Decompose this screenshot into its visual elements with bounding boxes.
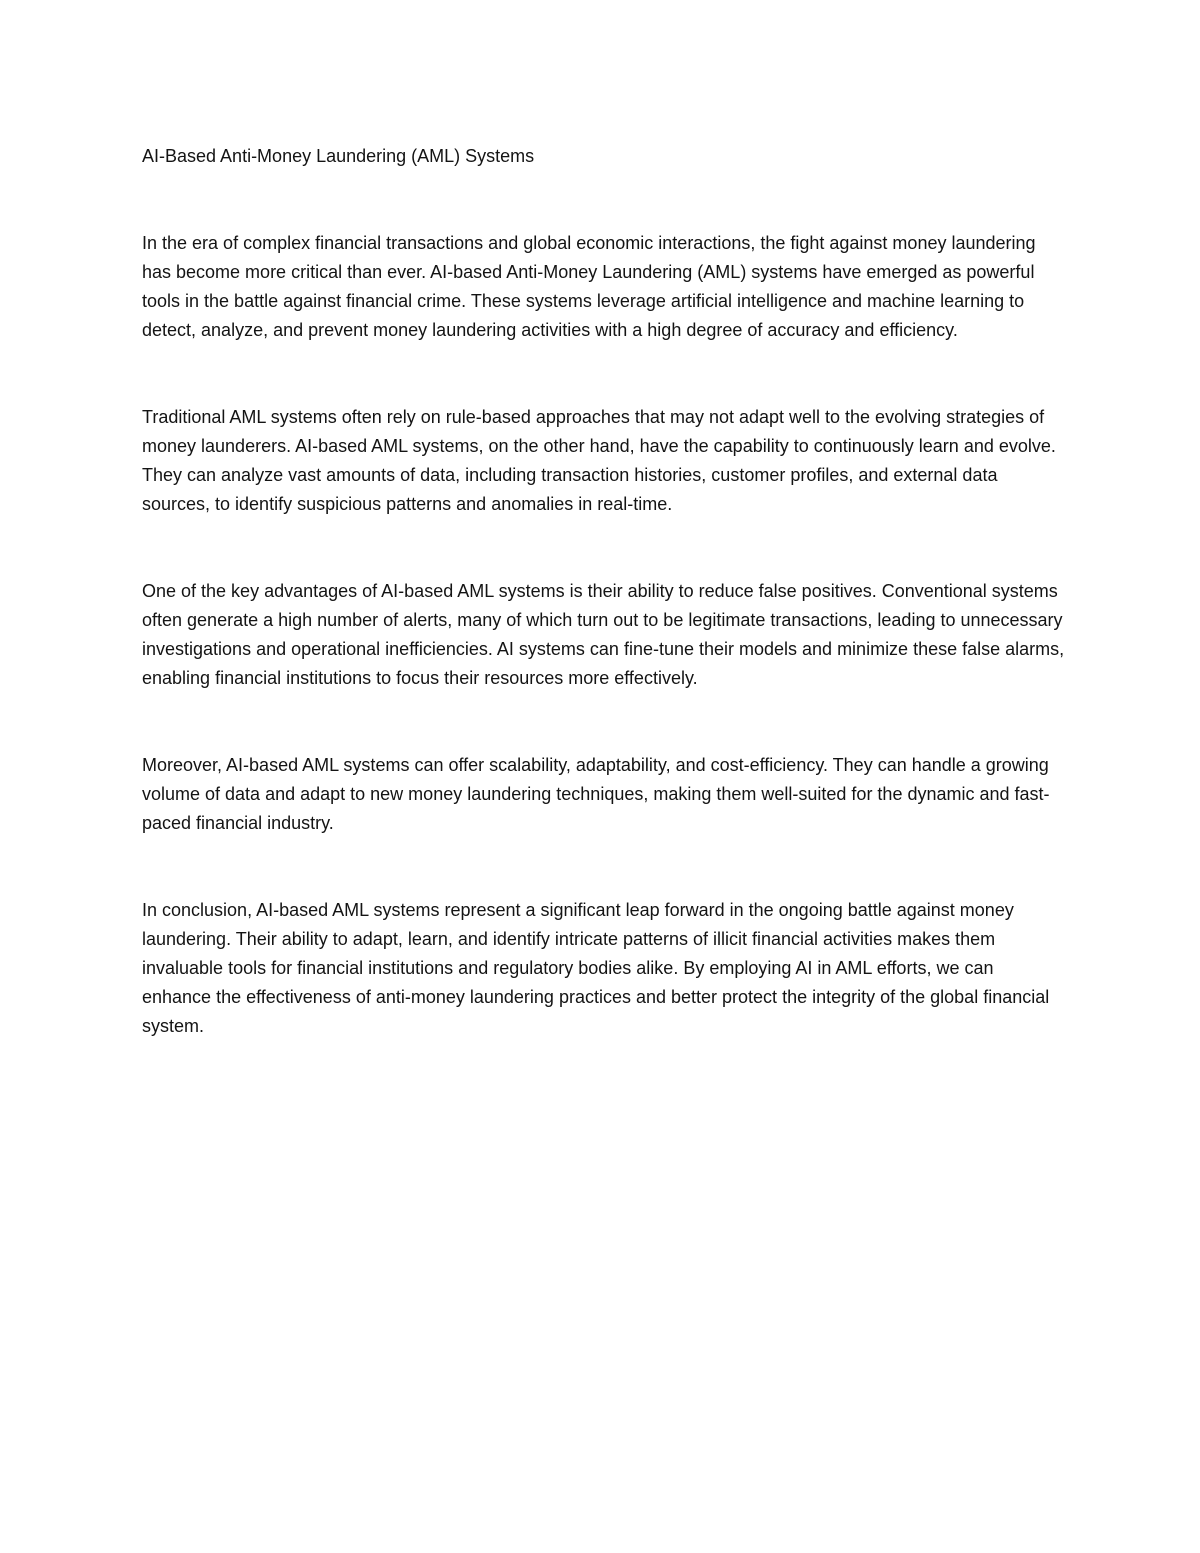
document-title: AI-Based Anti-Money Laundering (AML) Systems (142, 146, 535, 166)
paragraph-traditional-systems: Traditional AML systems often rely on rule-based approaches that may not adapt well to the evolving strategies of money launderers. AI-based AML systems, on the other hand, have the capability to continuously learn and evolve. They can analyze vast amounts of data, including transaction histories, customer profiles, and external data sources, to identify suspicious patterns and anomalies in real-time. (142, 407, 1056, 514)
paragraph-conclusion: In conclusion, AI-based AML systems represent a significant leap forward in the ongoing battle against money laundering. Their ability to adapt, learn, and identify intricate patterns of illicit financial activities makes them invaluable tools for financial institutions and regulatory bodies alike. By employing AI in AML efforts, we can enhance the effectiveness of anti-money laundering practices and better protect the integrity of the global financial system. (142, 900, 1050, 1036)
paragraph-scalability: Moreover, AI-based AML systems can offer scalability, adaptability, and cost-efficiency. They can handle a growing volume of data and adapt to new money laundering techniques, making them well-suited for the dynamic and fast-paced financial industry. (142, 755, 1050, 833)
paragraph-false-positives: One of the key advantages of AI-based AML systems is their ability to reduce false positives. Conventional systems often generate a high number of alerts, many of which turn out to be legitimate transactions, leading to unnecessary investigations and operational inefficiencies. AI systems can fine-tune their models and minimize these false alarms, enabling financial institutions to focus their resources more effectively. (142, 581, 1065, 688)
paragraph-intro: In the era of complex financial transactions and global economic interactions, the fight against money laundering has become more critical than ever. AI-based Anti-Money Laundering (AML) systems have emerged as powerful tools in the battle against financial crime. These systems leverage artificial intelligence and machine learning to detect, analyze, and prevent money laundering activities with a high degree of accuracy and efficiency. (142, 233, 1036, 340)
document-body (142, 142, 1067, 1041)
